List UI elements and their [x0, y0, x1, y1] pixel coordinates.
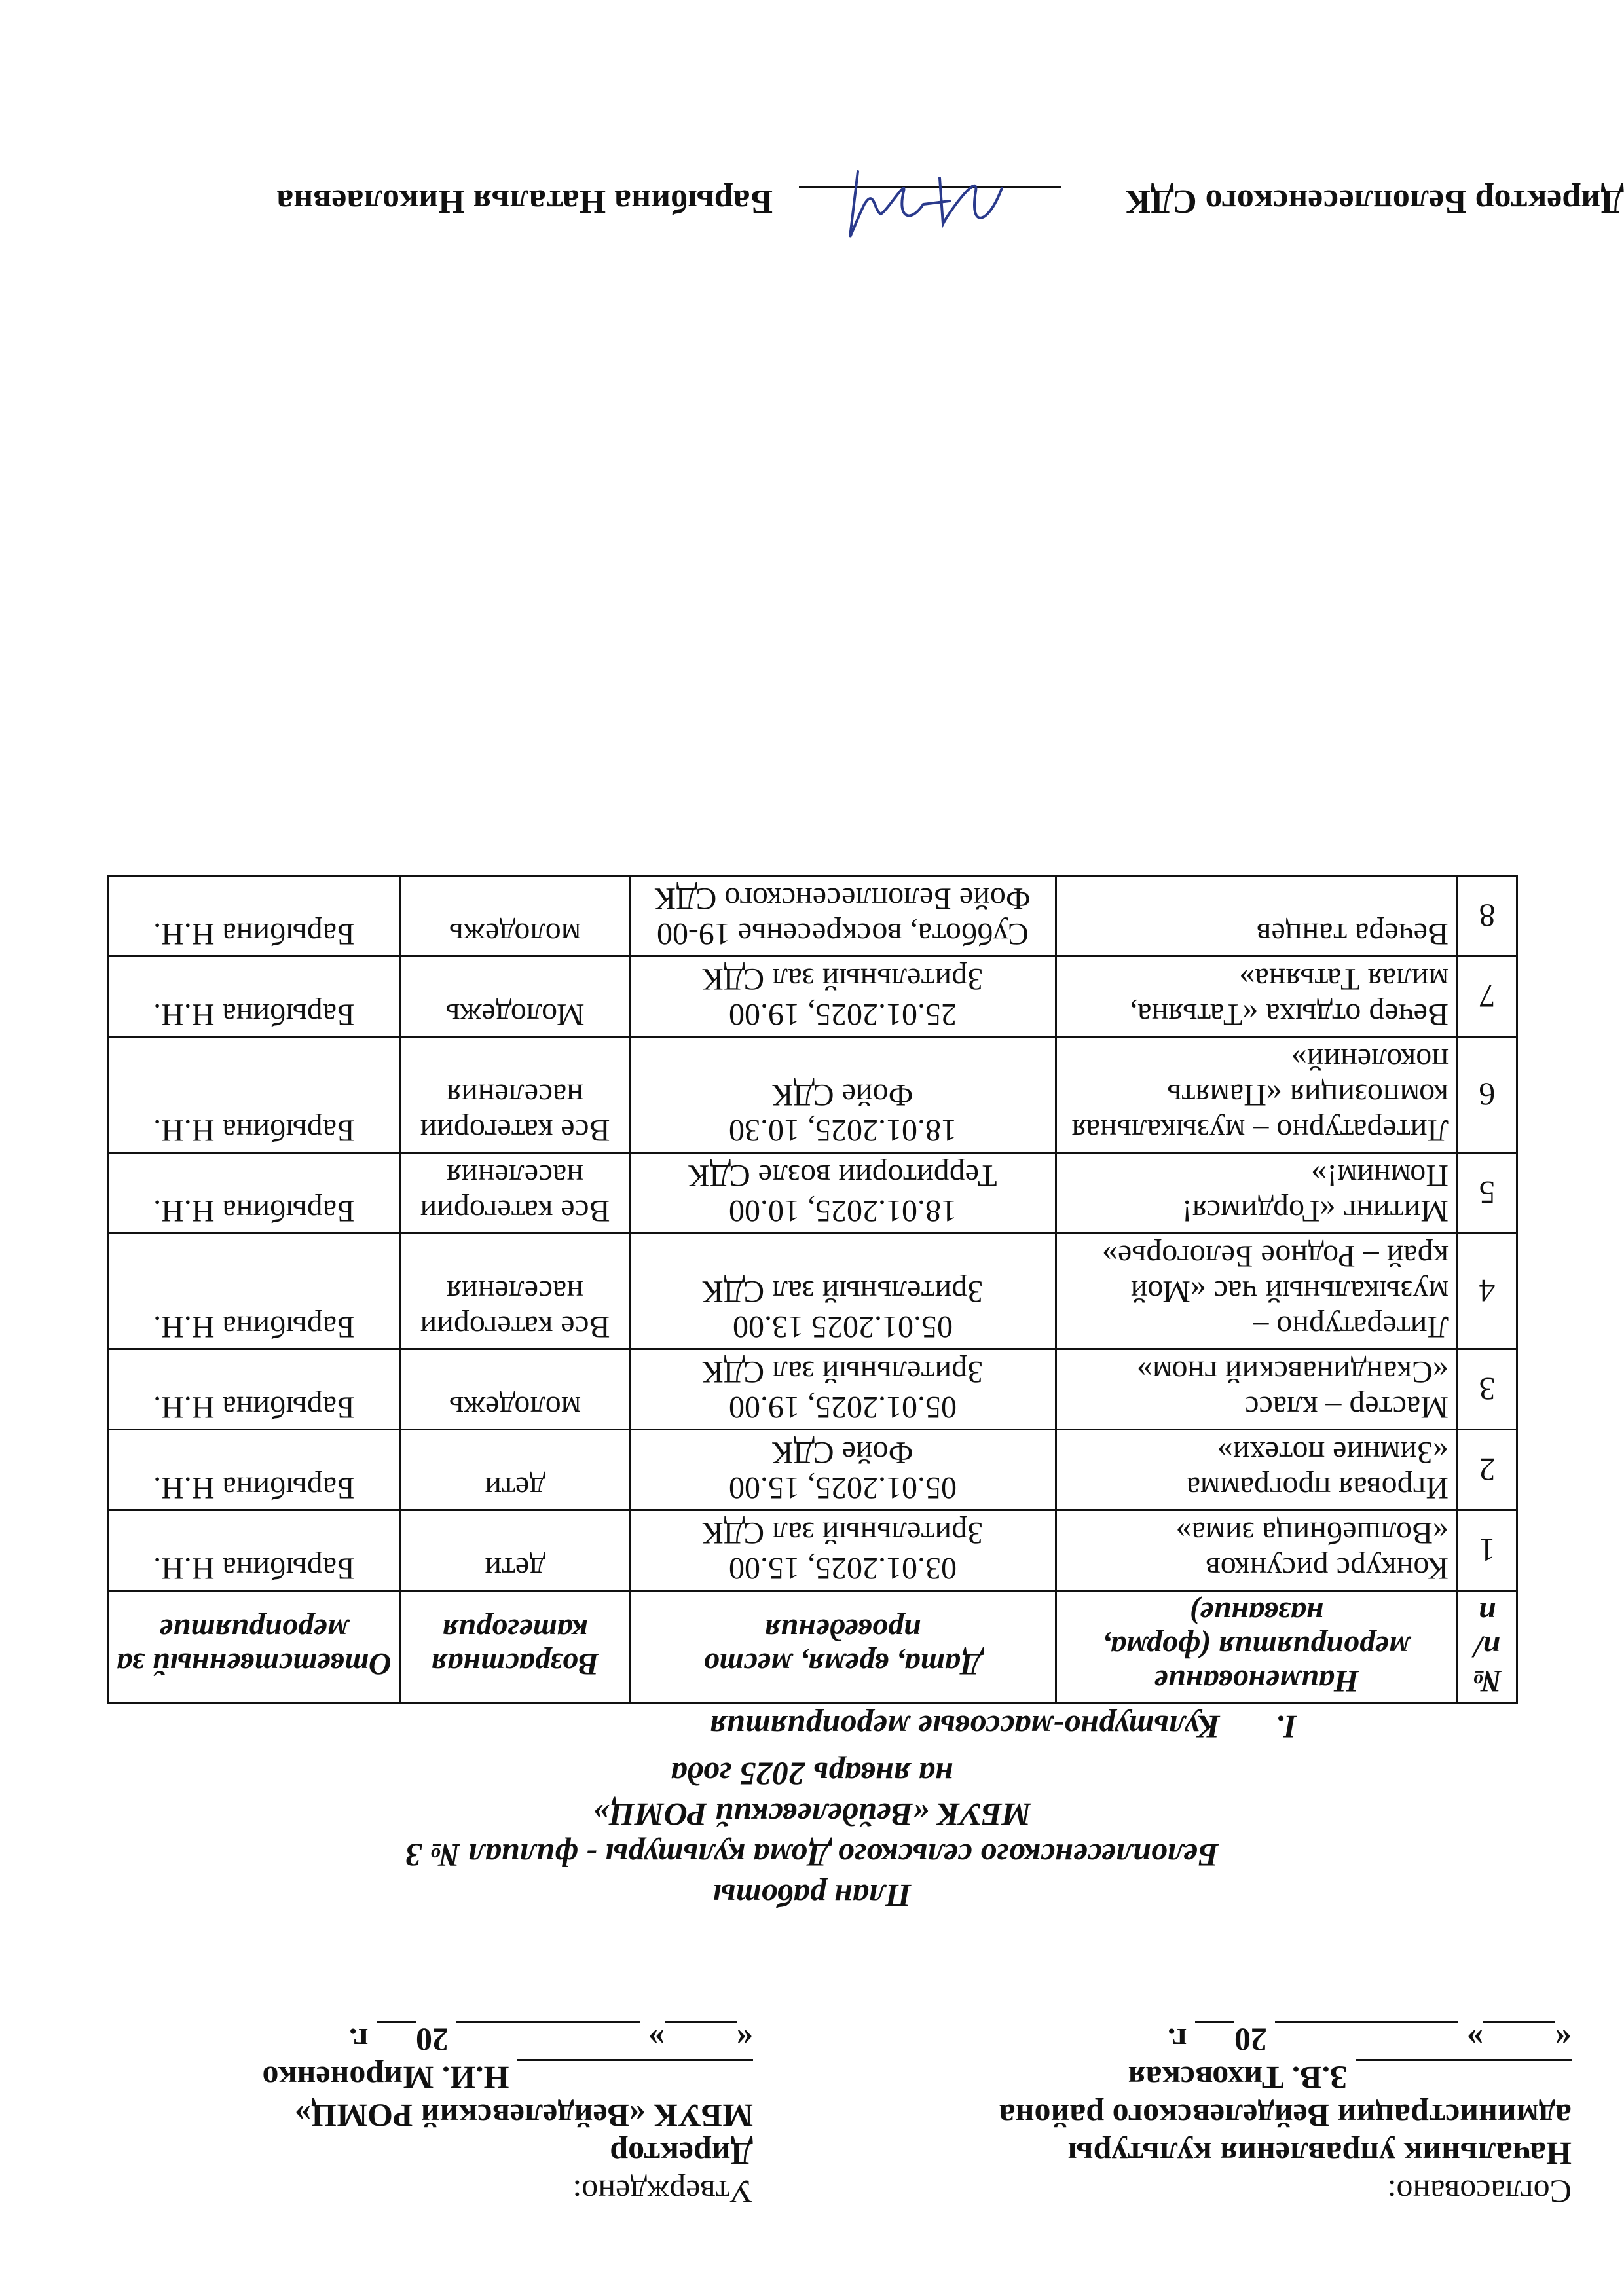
- plan-title: [0, 1754, 1624, 1916]
- event-name: Игровая программа «Зимние потехи»: [1056, 1430, 1457, 1510]
- event-responsible: Барыбина Н.Н.: [108, 1349, 401, 1430]
- signature-blank: [1356, 2059, 1572, 2061]
- agreed-heading: Согласовано:: [1387, 2174, 1572, 2210]
- event-responsible: Барыбина Н.Н.: [108, 1430, 401, 1510]
- agreed-line-1: Начальник управления культуры: [1067, 2136, 1572, 2172]
- header-responsible: Ответственный за мероприятие: [108, 1591, 401, 1703]
- event-age: Все категории населения: [400, 1153, 630, 1233]
- event-responsible: Барыбина Н.Н.: [108, 1153, 401, 1233]
- event-age: молодежь: [400, 876, 630, 957]
- row-number: 4: [1457, 1233, 1517, 1349]
- agreed-line-2: администрации Вейделевского района: [999, 2098, 1572, 2134]
- table-row: [108, 1510, 1517, 1591]
- approval-block: [52, 1975, 1572, 2211]
- approved-heading: Утверждено:: [572, 2174, 753, 2210]
- row-number: 1: [1457, 1510, 1517, 1591]
- event-name: Литературно – музыкальная композиция «Память поколений»: [1056, 1037, 1457, 1153]
- event-name: Мастер – класс «Скандинавский гном»: [1056, 1349, 1457, 1430]
- event-date-place: 03.01.2025, 15.00 Зрительный зал СДК: [630, 1510, 1056, 1591]
- approved-signature-line: [52, 2059, 753, 2097]
- header-name: Наименование мероприятия (форма, название): [1056, 1591, 1457, 1703]
- agreed-signatory-name: З.В. Тиховская: [1128, 2060, 1348, 2096]
- table-row: [108, 1153, 1517, 1233]
- section-number: I.: [1276, 1709, 1297, 1745]
- approved-date-line: «» 20 г.: [348, 2022, 753, 2058]
- header-date: Дата, время, место проведения: [630, 1591, 1056, 1703]
- section-heading: [710, 1708, 1297, 1746]
- event-date-place: 05.01.2025, 19.00 Зрительный зал СДК: [630, 1349, 1056, 1430]
- table-row: [108, 876, 1517, 957]
- event-name: Конкурс рисунков «Волшебница зима»: [1056, 1510, 1457, 1591]
- table-header-row: [108, 1591, 1517, 1703]
- table-row: [108, 1430, 1517, 1510]
- approved-line-2: МБУК «Вейделевский РОМЦ»: [295, 2098, 753, 2134]
- table-row: [108, 1349, 1517, 1430]
- event-date-place: 18.01.2025, 10.00 Территории возле СДК: [630, 1153, 1056, 1233]
- signature-blank: [517, 2059, 753, 2061]
- event-age: Молодежь: [400, 957, 630, 1037]
- event-date-place: 05.01.2025 13.00 Зрительный зал СДК: [630, 1233, 1056, 1349]
- event-date-place: 05.01.2025, 15.00 Фойе СДК: [630, 1430, 1056, 1510]
- approved-signatory-name: Н.И. Мироненко: [262, 2060, 509, 2096]
- event-name: Литературно – музыкальный час «Мой край – Родное Белогорье»: [1056, 1233, 1457, 1349]
- event-responsible: Барыбина Н.Н.: [108, 957, 401, 1037]
- event-name: Вечер отдыха «Татьяна, милая Татьяна»: [1056, 957, 1457, 1037]
- event-age: дети: [400, 1430, 630, 1510]
- title-line-3: МБУК «Вейделевский РОМЦ»: [593, 1796, 1031, 1833]
- row-number: 5: [1457, 1153, 1517, 1233]
- event-date-place: Суббота, воскресенье 19-00 Фойе Белоплесенского СДК: [630, 876, 1056, 957]
- row-number: 8: [1457, 876, 1517, 957]
- table-row: [108, 957, 1517, 1037]
- event-age: молодежь: [400, 1349, 630, 1430]
- agreed-signature-line: [766, 2059, 1572, 2097]
- event-name: Митинг «Гордимся! Помним!»: [1056, 1153, 1457, 1233]
- header-num: № п/п: [1457, 1591, 1517, 1703]
- header-age: Возрастная категория: [400, 1591, 630, 1703]
- events-table: [107, 875, 1518, 1704]
- approved-column: [52, 2021, 753, 2211]
- table-row: [108, 1233, 1517, 1349]
- event-age: дети: [400, 1510, 630, 1591]
- section-title: Культурно-массовые мероприятия: [709, 1709, 1221, 1745]
- approved-line-1: Директор: [610, 2136, 753, 2172]
- event-age: Все категории населения: [400, 1037, 630, 1153]
- title-line-1: План работы: [712, 1878, 912, 1914]
- director-position: Директор Белоплесенского СДК: [1126, 183, 1624, 220]
- event-date-place: 25.01.2025, 19.00 Зрительный зал СДК: [630, 957, 1056, 1037]
- event-responsible: Барыбина Н.Н.: [108, 1233, 401, 1349]
- row-number: 3: [1457, 1349, 1517, 1430]
- event-responsible: Барыбина Н.Н.: [108, 1510, 401, 1591]
- agreed-column: [766, 2021, 1572, 2211]
- handwritten-signature: [825, 158, 1022, 250]
- director-name: Барыбина Наталья Николаевна: [276, 183, 773, 220]
- row-number: 7: [1457, 957, 1517, 1037]
- agreed-date-line: «» 20 г.: [1167, 2022, 1572, 2058]
- event-date-place: 18.01.2025, 10.30 Фойе СДК: [630, 1037, 1056, 1153]
- event-responsible: Барыбина Н.Н.: [108, 1037, 401, 1153]
- row-number: 2: [1457, 1430, 1517, 1510]
- title-line-4: на январь 2025 года: [671, 1756, 953, 1793]
- row-number: 6: [1457, 1037, 1517, 1153]
- event-name: Вечера танцев: [1056, 876, 1457, 957]
- title-line-2: Белоплесенского сельского Дома культуры - филиал № 3: [405, 1837, 1219, 1874]
- table-row: [108, 1037, 1517, 1153]
- event-responsible: Барыбина Н.Н.: [108, 876, 401, 957]
- event-age: Все категории населения: [400, 1233, 630, 1349]
